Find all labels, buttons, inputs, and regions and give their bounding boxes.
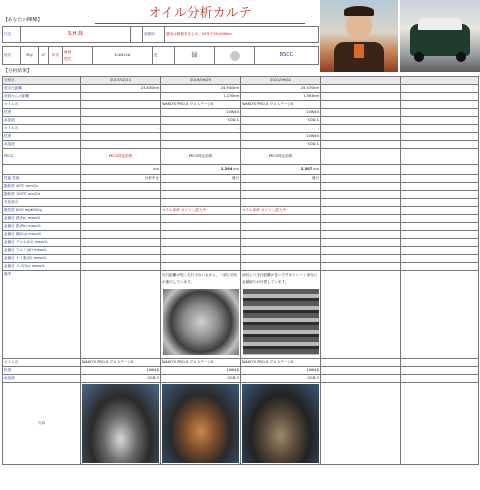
owner-table — [2, 26, 319, 43]
oil-cap-icon — [230, 51, 240, 61]
pecs-label: PECS — [3, 149, 81, 165]
clutch-photo — [243, 289, 319, 355]
usage-value: 週末は郵便を走らせ、19年で25,000km — [165, 27, 319, 43]
date-1: 2017/02/13 — [81, 77, 161, 85]
color-label: 色 — [153, 47, 175, 65]
page-title: オイル分析カルテ — [148, 6, 252, 21]
comment-2: 走行距離が短く走行少ないながら、一部に劣化が進行しています。 — [162, 273, 238, 284]
oil-pan-photo — [163, 289, 239, 355]
car-photo — [400, 0, 480, 72]
since-change-label: 前回からの距離 — [3, 93, 81, 101]
color-value: 緑 — [175, 47, 215, 65]
photo-label: 写真 — [3, 383, 81, 465]
section-results-label: 【分析結果】 — [3, 69, 32, 74]
comments-label: 備考 — [3, 271, 81, 359]
date-3: 2021/09/02 — [241, 77, 321, 85]
year-value: 90y — [21, 47, 39, 65]
engine-type: E-XN12A — [93, 47, 153, 65]
results-table: 分析日 2017/02/13 2019/09/29 2021/09/02 総走行距離 23,630km 24,900km 25,470km 前回からの距離 1,270km 1,563km オイル名 WAKO'S PRO-S プロステージS WAKO'S PRO-S プロステージS 粘度 10W40 10W40 添加剤 SOD-1 SOD-1 オイル名 - - - 粘度 10W40 添加剤 SOD-1 PECS PECS判定前算 PECS判定前算 PECS判定前算 km 1.294 km 2.507 km 性能 性能 分析中止 進行 進行 動粘度 40℃ mm2/s 動粘度 100℃ mm2/s 劣化度合 酸性度 KOH mgKOH/g オイル希釈 ガソリン混入中 オイル希釈 ガソリン混入中 金属分 鉄(Fe) mass% 金属分 鉛(Pb) mass% 金属分 銅(Cu) mass% 金属分 クロム(Cr) mass% 金属分 アルミ(Al) mass% 金属分 ケイ素(Si) mass% 金属分 スズ(Sn) mass% 備考 走行距離が短く走行少ないながら、一部に劣化が進行しています。 前回より走行距離が長いですがドレーン部分に金属破片が付着しています。 オイル名 WAKO'S PRO-S プロステージS WAKO'S PRO-S プロステージS WAKO'S PRO-S プロステージS 粘度 10W40 10W40 10W40 添加剤 SOD-1 SOD-1 SOD-1 写真 — [2, 76, 479, 465]
model-label: 形式 — [3, 47, 21, 65]
odometer-label: 総走行距離 — [3, 85, 81, 93]
section-you-label: 【あなたのMINI】 — [3, 18, 43, 23]
name-label: 氏名 — [3, 27, 21, 43]
date-2: 2019/09/29 — [161, 77, 241, 85]
title-underline — [95, 23, 305, 24]
plug-photo-3 — [242, 384, 319, 463]
name-value: S.H.様 — [21, 27, 131, 43]
plug-photo-1 — [82, 384, 159, 463]
owner-photo — [320, 0, 398, 72]
manual-label: 前使用 — [143, 27, 165, 43]
car-table: 形式 90y 4ᵈ 年式 車両 型式 E-XN12A 色 緑 BSCC — [2, 46, 319, 65]
oil-brand: BSCC — [255, 47, 319, 65]
comment-3: 前回より走行距離が長いですがドレーン部分に金属破片が付着しています。 — [242, 273, 318, 284]
plug-photo-2 — [162, 384, 239, 463]
